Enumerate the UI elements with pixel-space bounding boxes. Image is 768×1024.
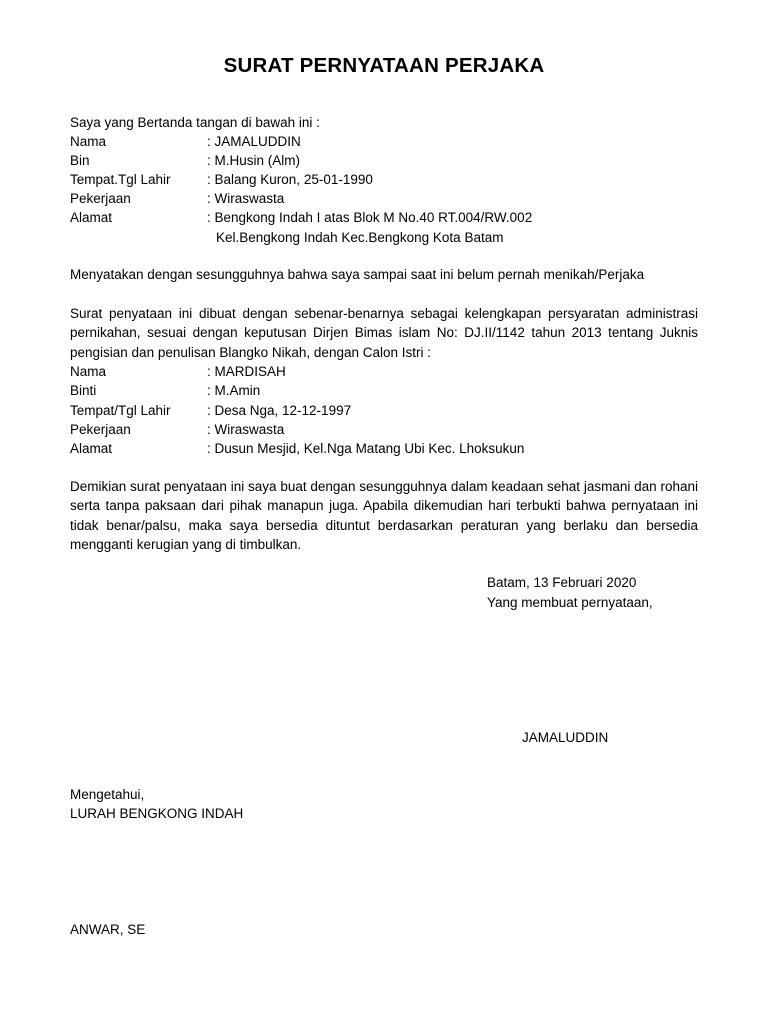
field-value: : Bengkong Indah I atas Blok M No.40 RT.004/RW.002 <box>207 210 533 225</box>
purpose-paragraph: Surat penyataan ini dibuat dengan sebenar-benarnya sebagai kelengkapan persyaratan administrasi pernikahan, sesuai dengan keputusan Dirjen Bimas islam No: DJ.II/1142 tahun 2013 tentang Juknis pengisian dan penulisan Blangko Nikah, dengan Calon Istri : <box>70 306 698 360</box>
applicant-alamat-row <box>70 208 698 227</box>
bride-pekerjaan-row <box>70 420 698 439</box>
closing-paragraph: Demikian surat penyataan ini saya buat dengan sesungguhnya dalam keadaan sehat jasmani dan rohani serta tanpa paksaan dari pihak manapun juga. Apabila dikemudian hari terbukti bahwa pernyataan ini tidak benar/palsu, maka saya bersedia dituntut berdasarkan peraturan yang berlaku dan bersedia mengganti kerugian yang di timbulkan. <box>70 479 698 552</box>
field-value: : JAMALUDDIN <box>207 134 301 149</box>
field-value: : Desa Nga, 12-12-1997 <box>207 403 352 418</box>
field-label: Pekerjaan <box>70 422 131 437</box>
bride-binti-row <box>70 381 698 400</box>
statement-text: Menyatakan dengan sesungguhnya bahwa saya sampai saat ini belum pernah menikah/Perjaka <box>70 267 645 282</box>
field-label: Tempat.Tgl Lahir <box>70 172 171 187</box>
field-value: : M.Amin <box>207 383 261 398</box>
bride-nama-row <box>70 362 698 381</box>
applicant-alamat-continuation: Kel.Bengkong Indah Kec.Bengkong Kota Batam <box>216 230 504 245</box>
document-title: SURAT PERNYATAAN PERJAKA <box>223 54 545 77</box>
field-value: : Wiraswasta <box>207 191 285 206</box>
acknowledgement-label: Mengetahui, <box>70 787 145 802</box>
field-value: : Balang Kuron, 25-01-1990 <box>207 172 373 187</box>
applicant-nama-row <box>70 132 698 151</box>
field-label: Alamat <box>70 210 113 225</box>
field-label: Nama <box>70 134 107 149</box>
maker-name: JAMALUDDIN <box>522 730 609 745</box>
bride-alamat-row <box>70 439 698 458</box>
maker-label: Yang membuat pernyataan, <box>487 595 653 610</box>
applicant-ttl-row <box>70 170 698 189</box>
bride-ttl-row <box>70 401 698 420</box>
place-date: Batam, 13 Februari 2020 <box>487 575 637 590</box>
field-value: : MARDISAH <box>207 364 286 379</box>
applicant-bin-row <box>70 151 698 170</box>
intro-text: Saya yang Bertanda tangan di bawah ini : <box>70 115 320 130</box>
field-label: Alamat <box>70 441 113 456</box>
field-value: : Wiraswasta <box>207 422 285 437</box>
field-value: : Dusun Mesjid, Kel.Nga Matang Ubi Kec. Lhoksukun <box>207 441 525 456</box>
acknowledgement-office: LURAH BENGKONG INDAH <box>70 806 244 821</box>
field-label: Bin <box>70 153 90 168</box>
document-page <box>70 0 698 1024</box>
field-label: Tempat/Tgl Lahir <box>70 403 171 418</box>
field-label: Nama <box>70 364 107 379</box>
field-label: Binti <box>70 383 97 398</box>
field-value: : M.Husin (Alm) <box>207 153 301 168</box>
acknowledgement-name: ANWAR, SE <box>70 922 146 937</box>
field-label: Pekerjaan <box>70 191 131 206</box>
applicant-pekerjaan-row <box>70 189 698 208</box>
